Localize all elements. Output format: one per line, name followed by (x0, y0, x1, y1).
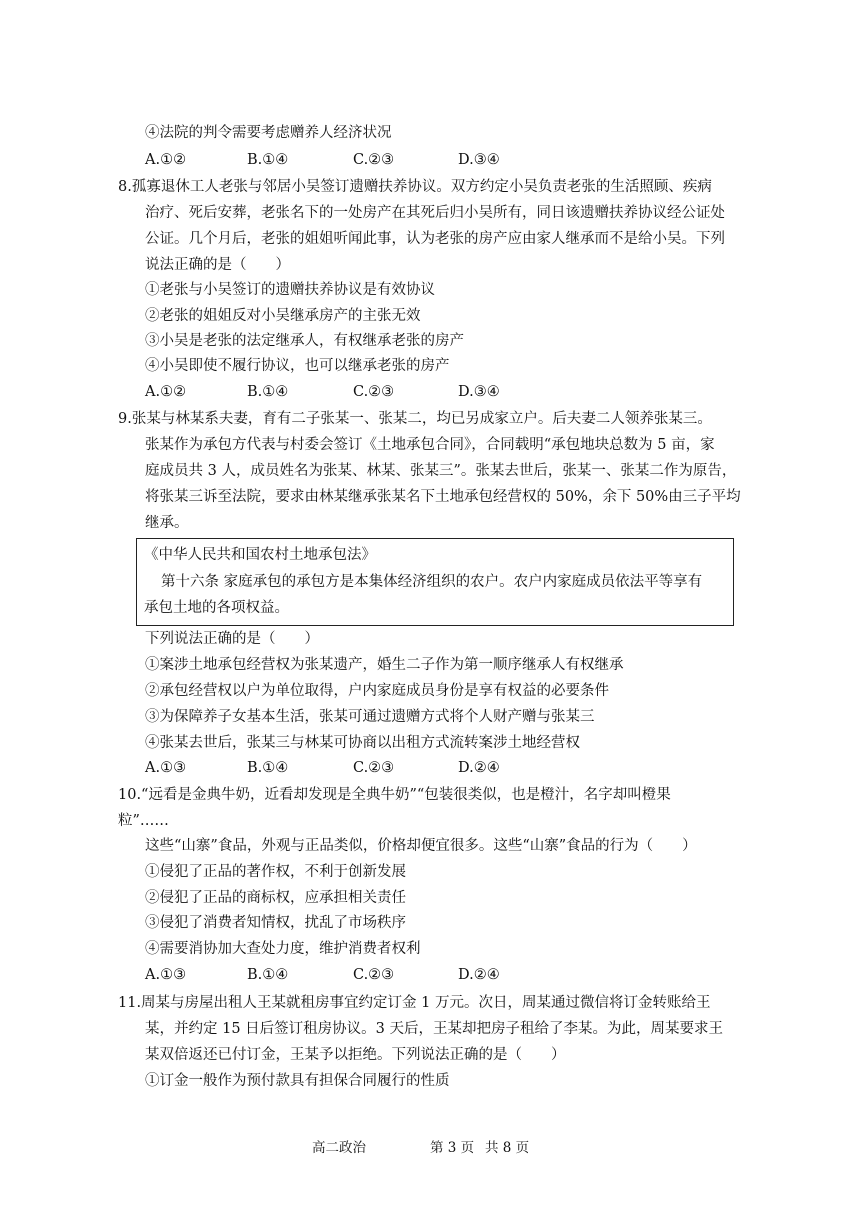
q8-item-1: ①老张与小吴签订的遗赠扶养协议是有效协议 (145, 282, 435, 298)
q8-stem-line-1: 8.孤寡退休工人老张与邻居小吴签订遗赠扶养协议。双方约定小吴负责老张的生活照顾、疾病 (118, 179, 712, 195)
q9-option-b: B.①④ (247, 760, 289, 776)
q10-stem-line-1: 10.“远看是金典牛奶，近看却发现是全典牛奶”“包装很类似，也是橙汁，名字却叫橙果 (118, 787, 671, 803)
q11-stem-line-2: 某，并约定 15 日后签订租房协议。3 天后，王某却把房子租给了李某。为此，周某要求王 (145, 1021, 723, 1037)
q8-item-3: ③小吴是老张的法定继承人，有权继承老张的房产 (145, 333, 464, 349)
q9-item-2: ②承包经营权以户为单位取得，户内家庭成员身份是享有权益的必要条件 (145, 683, 609, 699)
q9-option-c: C.②③ (353, 760, 395, 776)
law-excerpt-box (136, 538, 734, 626)
q10-option-a: A.①③ (145, 967, 187, 983)
q8-option-b: B.①④ (247, 384, 289, 400)
q9-stem-line-5: 继承。 (145, 515, 189, 531)
footer-subject: 高二政治 (312, 1140, 366, 1156)
q9-option-d: D.②④ (458, 760, 500, 776)
q9-item-4: ④张某去世后，张某三与林某可协商以出租方式流转案涉土地经营权 (145, 735, 580, 751)
law-article-line-1: 第十六条 家庭承包的承包方是本集体经济组织的农户。农户内家庭成员依法平等享有 (161, 574, 703, 590)
footer-total-pages: 共 8 页 (485, 1140, 530, 1156)
q8-item-2: ②老张的姐姐反对小吴继承房产的主张无效 (145, 308, 421, 324)
q9-prompt: 下列说法正确的是（ ） (145, 631, 319, 647)
q7-option-d: D.③④ (458, 152, 500, 168)
q8-stem-line-2: 治疗、死后安葬，老张名下的一处房产在其死后归小吴所有，同日该遗赠扶养协议经公证处 (145, 205, 725, 221)
q7-option-a: A.①② (145, 152, 187, 168)
law-article-line-2: 承包土地的各项权益。 (144, 600, 289, 616)
law-title: 《中华人民共和国农村土地承包法》 (144, 547, 376, 563)
q11-stem-line-3: 某双倍返还已付订金，王某予以拒绝。下列说法正确的是（ ） (145, 1047, 566, 1063)
q7-item-4: ④法院的判令需要考虑赠养人经济状况 (145, 125, 392, 141)
q9-stem-line-1: 9.张某与林某系夫妻，育有二子张某一、张某二，均已另成家立户。后夫妻二人领养张某三。 (118, 411, 712, 427)
q9-item-3: ③为保障养子女基本生活，张某可通过遗赠方式将个人财产赠与张某三 (145, 709, 595, 725)
q9-stem-line-4: 将张某三诉至法院，要求由林某继承张某名下土地承包经营权的 50%，余下 50%由三子平均 (145, 489, 741, 505)
q8-stem-line-3: 公证。几个月后，老张的姐姐听闻此事，认为老张的房产应由家人继承而不是给小吴。下列 (145, 231, 725, 247)
q10-option-b: B.①④ (247, 967, 289, 983)
q10-item-4: ④需要消协加大查处力度，维护消费者权利 (145, 941, 421, 957)
q8-item-4: ④小吴即使不履行协议，也可以继承老张的房产 (145, 358, 450, 374)
q8-stem-line-4: 说法正确的是（ ） (145, 257, 290, 273)
q9-item-1: ①案涉土地承包经营权为张某遗产，婚生二子作为第一顺序继承人有权继承 (145, 657, 624, 673)
q11-item-1: ①订金一般作为预付款具有担保合同履行的性质 (145, 1073, 450, 1089)
q9-option-a: A.①③ (145, 760, 187, 776)
q9-stem-line-3: 庭成员共 3 人，成员姓名为张某、林某、张某三”。张某去世后，张某一、张某二作为原告， (145, 463, 737, 479)
q10-item-3: ③侵犯了消费者知情权，扰乱了市场秩序 (145, 915, 406, 931)
q10-option-d: D.②④ (458, 967, 500, 983)
q10-stem-line-3: 这些“山寨”食品，外观与正品类似，价格却便宜很多。这些“山寨”食品的行为（ ） (145, 838, 697, 854)
q10-item-2: ②侵犯了正品的商标权，应承担相关责任 (145, 890, 406, 906)
q11-stem-line-1: 11.周某与房屋出租人王某就租房事宜约定订金 1 万元。次日，周某通过微信将订金转账给王 (118, 995, 711, 1011)
q10-item-1: ①侵犯了正品的著作权，不利于创新发展 (145, 864, 406, 880)
q9-stem-line-2: 张某作为承包方代表与村委会签订《土地承包合同》，合同载明“承包地块总数为 5 亩，家 (145, 437, 715, 453)
q7-option-c: C.②③ (353, 152, 395, 168)
q10-option-c: C.②③ (353, 967, 395, 983)
q7-option-b: B.①④ (247, 152, 289, 168)
q10-stem-line-2: 粒”…… (118, 813, 169, 829)
q8-option-a: A.①② (145, 384, 187, 400)
q8-option-c: C.②③ (353, 384, 395, 400)
footer-page-number: 第 3 页 (430, 1140, 475, 1156)
q8-option-d: D.③④ (458, 384, 500, 400)
